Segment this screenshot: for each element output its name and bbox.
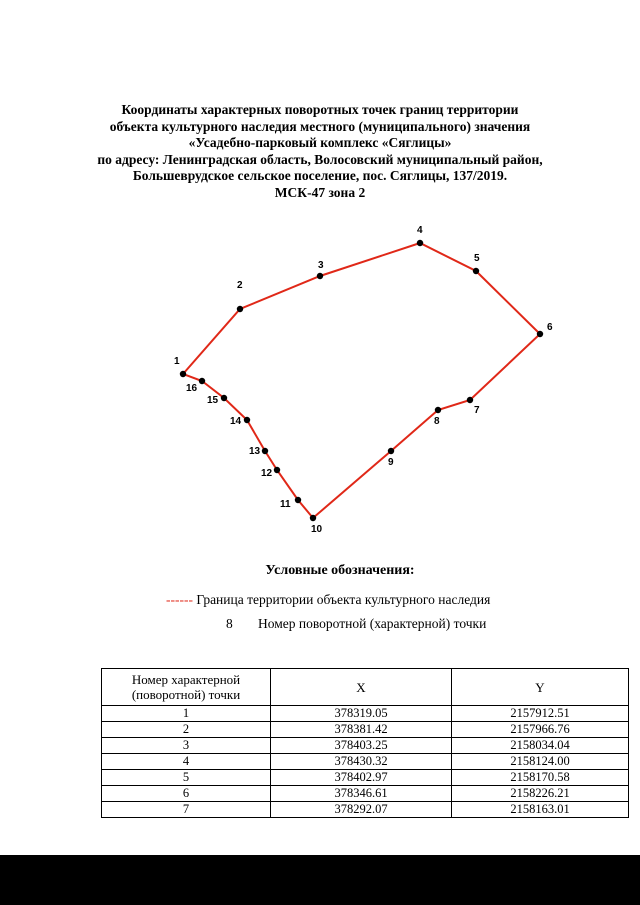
title-line: объекта культурного наследия местного (муниципального) значения — [109, 118, 531, 134]
title-line: Большеврудское сельское поселение, пос. Сяглицы, 137/2019. — [132, 168, 508, 183]
legend-line-marker: ------ — [166, 592, 193, 607]
table-row — [102, 722, 629, 738]
legend-title: Условные обозначения: — [265, 563, 415, 578]
header-x: X — [271, 669, 452, 706]
cell-x: 378381.42 — [271, 722, 452, 738]
point-label: 3 — [318, 260, 324, 271]
cell-y: 2157912.51 — [452, 706, 629, 722]
point-label: 1 — [174, 356, 180, 367]
turning-point — [180, 371, 186, 377]
title-line: по адресу: Ленинградская область, Волосовский муниципальный район, — [97, 151, 543, 167]
turning-point — [244, 417, 250, 423]
turning-point — [237, 306, 243, 312]
turning-point — [274, 467, 280, 473]
point-label: 5 — [474, 253, 480, 264]
cell-point-number: 4 — [102, 754, 271, 770]
cell-x: 378319.05 — [271, 706, 452, 722]
point-label: 9 — [388, 457, 394, 468]
point-label: 16 — [186, 383, 198, 394]
point-label: 12 — [261, 468, 273, 479]
point-label: 13 — [249, 446, 261, 457]
coordinates-table — [101, 668, 629, 818]
cell-point-number: 3 — [102, 738, 271, 754]
legend-point-text: Номер поворотной (характерной) точки — [258, 616, 487, 631]
cell-x: 378346.61 — [271, 786, 452, 802]
point-label: 2 — [237, 280, 243, 291]
title-line: Координаты характерных поворотных точек границ территории — [121, 102, 519, 117]
cell-point-number: 7 — [102, 802, 271, 818]
turning-point — [262, 448, 268, 454]
point-label: 11 — [280, 499, 291, 510]
table-row — [102, 706, 629, 722]
cell-x: 378430.32 — [271, 754, 452, 770]
point-label: 10 — [311, 524, 323, 535]
cell-y: 2158124.00 — [452, 754, 629, 770]
point-label: 6 — [547, 322, 553, 333]
point-label: 8 — [434, 416, 440, 427]
point-label: 4 — [417, 225, 423, 236]
turning-point — [221, 395, 227, 401]
cell-y: 2158226.21 — [452, 786, 629, 802]
legend-point-example: 8 — [226, 616, 233, 631]
table-row — [102, 738, 629, 754]
turning-point — [310, 515, 316, 521]
table-header-row — [102, 669, 629, 706]
cell-point-number: 2 — [102, 722, 271, 738]
header-point-number: Номер характерной (поворотной) точки — [102, 669, 271, 706]
table-row — [102, 786, 629, 802]
point-label: 15 — [207, 395, 219, 406]
turning-point — [199, 378, 205, 384]
turning-point — [388, 448, 394, 454]
point-label: 14 — [230, 416, 242, 427]
header-y: Y — [452, 669, 629, 706]
scan-border — [0, 855, 640, 905]
turning-point — [317, 273, 323, 279]
cell-x: 378403.25 — [271, 738, 452, 754]
cell-x: 378402.97 — [271, 770, 452, 786]
turning-point — [537, 331, 543, 337]
cell-y: 2158034.04 — [452, 738, 629, 754]
cell-x: 378292.07 — [271, 802, 452, 818]
turning-point — [417, 240, 423, 246]
cell-y: 2157966.76 — [452, 722, 629, 738]
legend-boundary-row — [166, 592, 490, 608]
turning-point — [467, 397, 473, 403]
turning-point — [435, 407, 441, 413]
cell-y: 2158163.01 — [452, 802, 629, 818]
title-line: «Усадебно-парковый комплекс «Сяглицы» — [188, 135, 452, 150]
table-row — [102, 802, 629, 818]
table-row — [102, 754, 629, 770]
turning-point — [295, 497, 301, 503]
turning-point — [473, 268, 479, 274]
cell-y: 2158170.58 — [452, 770, 629, 786]
title-line: МСК-47 зона 2 — [274, 184, 366, 200]
legend-boundary-text: Граница территории объекта культурного наследия — [196, 592, 491, 607]
cell-point-number: 6 — [102, 786, 271, 802]
point-label: 7 — [474, 405, 480, 416]
cell-point-number: 1 — [102, 706, 271, 722]
table-row — [102, 770, 629, 786]
cell-point-number: 5 — [102, 770, 271, 786]
